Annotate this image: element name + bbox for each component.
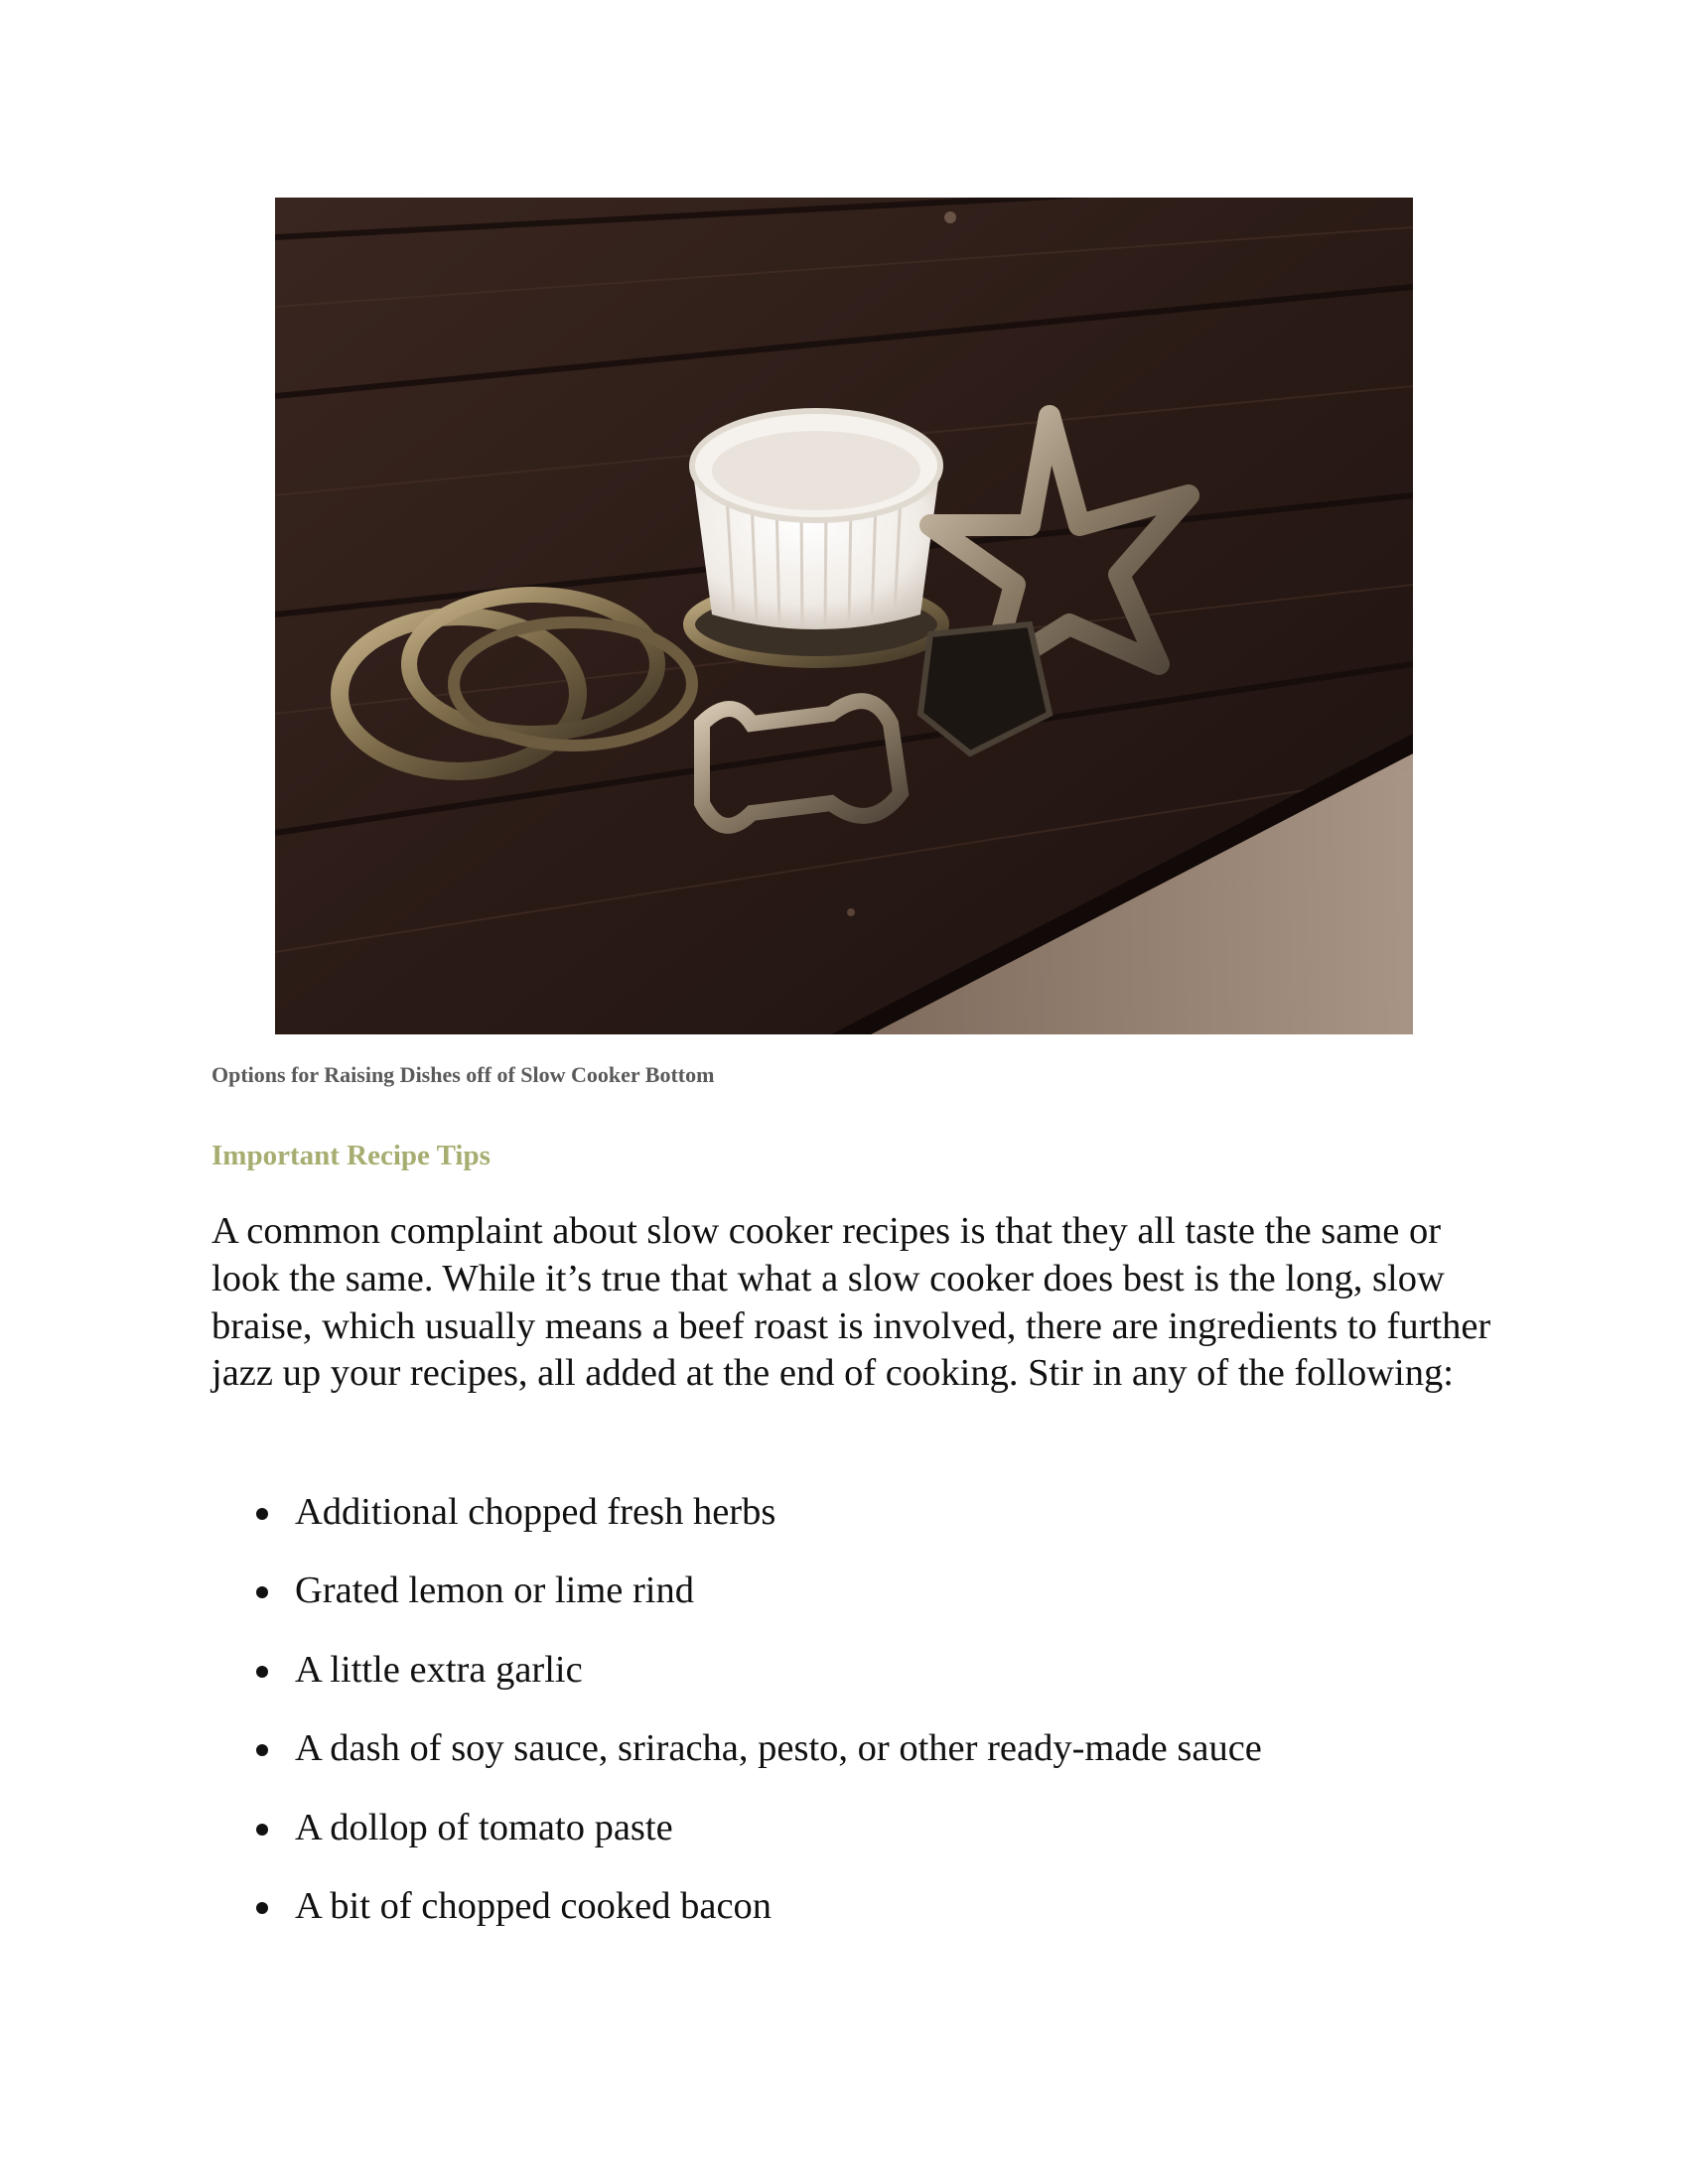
list-item [211,1879,1492,1958]
list-item [211,1721,1492,1800]
photo-illustration [275,198,1413,1034]
photo-ramekin-jar-rings-cookie-cutters [275,198,1413,1034]
section-heading: Important Recipe Tips [211,1140,491,1171]
list-item-text: A dash of soy sauce, sriracha, pesto, or other ready-made sauce [295,1727,1262,1770]
bullet-icon [256,1666,268,1678]
tips-list [211,1485,1492,1958]
list-item [211,1801,1492,1879]
list-item-text: Additional chopped fresh herbs [295,1491,776,1533]
list-item-text: Grated lemon or lime rind [295,1570,694,1612]
figure-caption: Options for Raising Dishes off of Slow Cooker Bottom [211,1062,715,1087]
list-item-text: A bit of chopped cooked bacon [295,1884,773,1927]
bullet-icon [256,1508,268,1520]
bullet-icon [256,1824,268,1836]
bullet-icon [256,1586,268,1598]
list-item-text: A dollop of tomato paste [295,1806,673,1848]
bullet-icon [256,1902,268,1914]
list-item-text: A little extra garlic [295,1648,583,1691]
bullet-icon [256,1744,268,1756]
list-item [211,1564,1492,1642]
intro-paragraph: A common complaint about slow cooker recipes is that they all taste the same or look the same. While it’s true that what a slow cooker does best is the long, slow braise, which usually means a beef roast is involved, there are ingredients to further jazz up your recipes, all added at the end of cooking. Stir in any of the following: [211,1210,1491,1395]
list-item [211,1643,1492,1721]
list-item [211,1485,1492,1564]
